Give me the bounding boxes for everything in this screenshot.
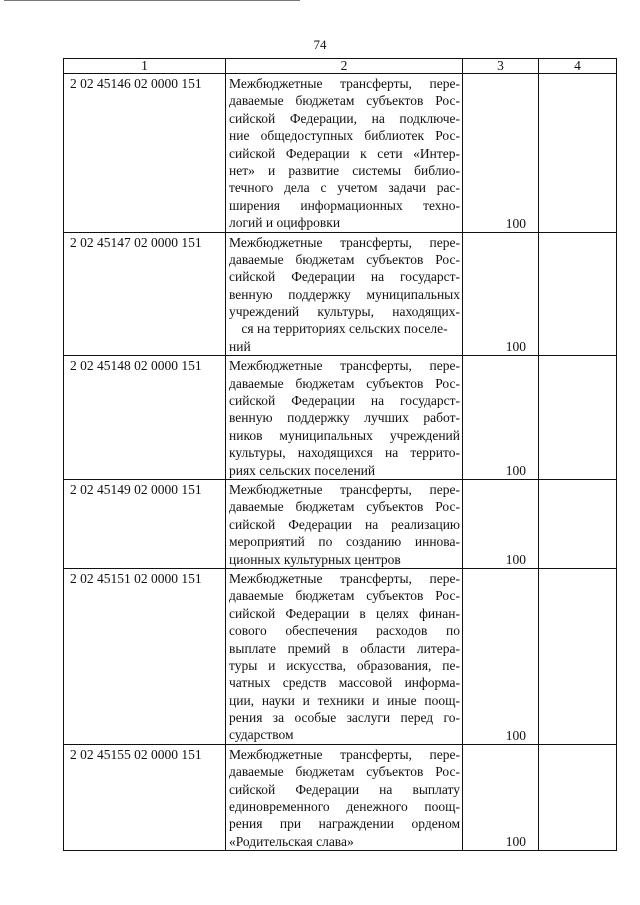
description-line: чатных средств массовой информа- — [229, 675, 460, 691]
table-row — [64, 479, 617, 568]
description-line: культуры, находящихся на террито- — [229, 445, 460, 461]
page-number: 74 — [313, 37, 327, 52]
amount-cell — [463, 479, 539, 568]
budget-code-cell: 2 02 45146 02 0000 151 — [64, 74, 226, 233]
description-line: логий и оцифровки — [229, 215, 341, 231]
description-line: сийской Федерации на реализацию — [229, 516, 460, 532]
table-row — [64, 744, 617, 850]
description-line: сийской Федерации на государст- — [229, 393, 460, 409]
column-4-cell — [539, 568, 617, 744]
amount-value: 100 — [505, 215, 526, 231]
description-line: сийской Федерации на государст- — [229, 269, 460, 285]
description-line: даваемые бюджетам субъектов Рос- — [229, 499, 460, 515]
column-4-cell — [539, 744, 617, 850]
description-line: «Родительская слава» — [229, 833, 354, 849]
table-header-row — [64, 59, 617, 74]
description-line: Межбюджетные трансферты, пере- — [229, 746, 460, 762]
description-line: мероприятий по созданию иннова- — [229, 534, 460, 550]
description-line: учреждений культуры, находящих- — [229, 304, 460, 320]
description-line: риях сельских поселений — [229, 462, 376, 478]
amount-value: 100 — [505, 339, 526, 355]
description-line: ширения информационных техно- — [229, 197, 460, 213]
amount-value: 100 — [505, 551, 526, 567]
description-line: ционных культурных центров — [229, 551, 401, 567]
amount-value: 100 — [505, 727, 526, 743]
description-line: единовременного денежного поощ- — [229, 799, 460, 815]
description-line: даваемые бюджетам субъектов Рос- — [229, 588, 460, 604]
description-line: Межбюджетные трансферты, пере- — [229, 358, 460, 374]
description-line: ся на территориях сельских поселе- — [241, 321, 448, 337]
column-header-4: 4 — [539, 59, 617, 74]
description-line: ции, науки и техники и иные поощ- — [229, 692, 460, 708]
description-line: даваемые бюджетам субъектов Рос- — [229, 764, 460, 780]
description-line: венную поддержку муниципальных — [229, 286, 460, 302]
description-cell — [226, 232, 463, 356]
description-line: нет» и развитие системы библио- — [229, 162, 460, 178]
header-rule — [4, 0, 300, 1]
column-header-1: 1 — [64, 59, 226, 74]
description-line: сового обеспечения расходов по — [229, 623, 460, 639]
amount-value: 100 — [505, 834, 526, 850]
amount-cell — [463, 232, 539, 356]
column-4-cell — [539, 356, 617, 480]
description-line: течного дела с учетом задачи рас- — [229, 180, 460, 196]
description-cell — [226, 356, 463, 480]
description-line: ние общедоступных библиотек Рос- — [229, 128, 460, 144]
amount-cell — [463, 74, 539, 233]
description-line: ников муниципальных учреждений — [229, 427, 460, 443]
table-row — [64, 74, 617, 233]
column-4-cell — [539, 74, 617, 233]
table-row — [64, 568, 617, 744]
column-4-cell — [539, 479, 617, 568]
column-4-cell — [539, 232, 617, 356]
amount-cell — [463, 356, 539, 480]
description-line: даваемые бюджетам субъектов Рос- — [229, 375, 460, 391]
table-row — [64, 356, 617, 480]
description-line: венную поддержку лучших работ- — [229, 410, 460, 426]
description-line: сийской Федерации в целях финан- — [229, 605, 460, 621]
description-line: сийской Федерации к сети «Интер- — [229, 145, 460, 161]
description-line: Межбюджетные трансферты, пере- — [229, 481, 460, 497]
description-cell — [226, 744, 463, 850]
budget-code-cell: 2 02 45151 02 0000 151 — [64, 568, 226, 744]
description-cell — [226, 74, 463, 233]
amount-cell — [463, 568, 539, 744]
description-line: туры и искусства, образования, пе- — [229, 657, 460, 673]
description-line: рения за особые заслуги перед го- — [229, 710, 460, 726]
budget-code-cell: 2 02 45148 02 0000 151 — [64, 356, 226, 480]
amount-cell — [463, 744, 539, 850]
budget-table-body — [64, 59, 617, 851]
budget-table — [63, 58, 617, 851]
table-row — [64, 232, 617, 356]
description-line: Межбюджетные трансферты, пере- — [229, 76, 460, 91]
description-line: сийской Федерации на выплату — [229, 781, 460, 797]
budget-code-cell: 2 02 45149 02 0000 151 — [64, 479, 226, 568]
description-line: сийской Федерации, на подключе- — [229, 110, 460, 126]
budget-code-cell: 2 02 45155 02 0000 151 — [64, 744, 226, 850]
description-line: рения при награждении орденом — [229, 816, 460, 832]
description-line: Межбюджетные трансферты, пере- — [229, 234, 460, 250]
description-line: выплате премий в области литера- — [229, 640, 460, 656]
description-cell — [226, 568, 463, 744]
description-line: сударством — [229, 727, 294, 743]
description-line: даваемые бюджетам субъектов Рос- — [229, 251, 460, 267]
description-line: ний — [229, 338, 251, 354]
description-cell — [226, 479, 463, 568]
amount-value: 100 — [505, 462, 526, 478]
description-line: даваемые бюджетам субъектов Рос- — [229, 93, 460, 109]
description-line: Межбюджетные трансферты, пере- — [229, 570, 460, 586]
column-header-3: 3 — [463, 59, 539, 74]
column-header-2: 2 — [226, 59, 463, 74]
budget-code-cell: 2 02 45147 02 0000 151 — [64, 232, 226, 356]
